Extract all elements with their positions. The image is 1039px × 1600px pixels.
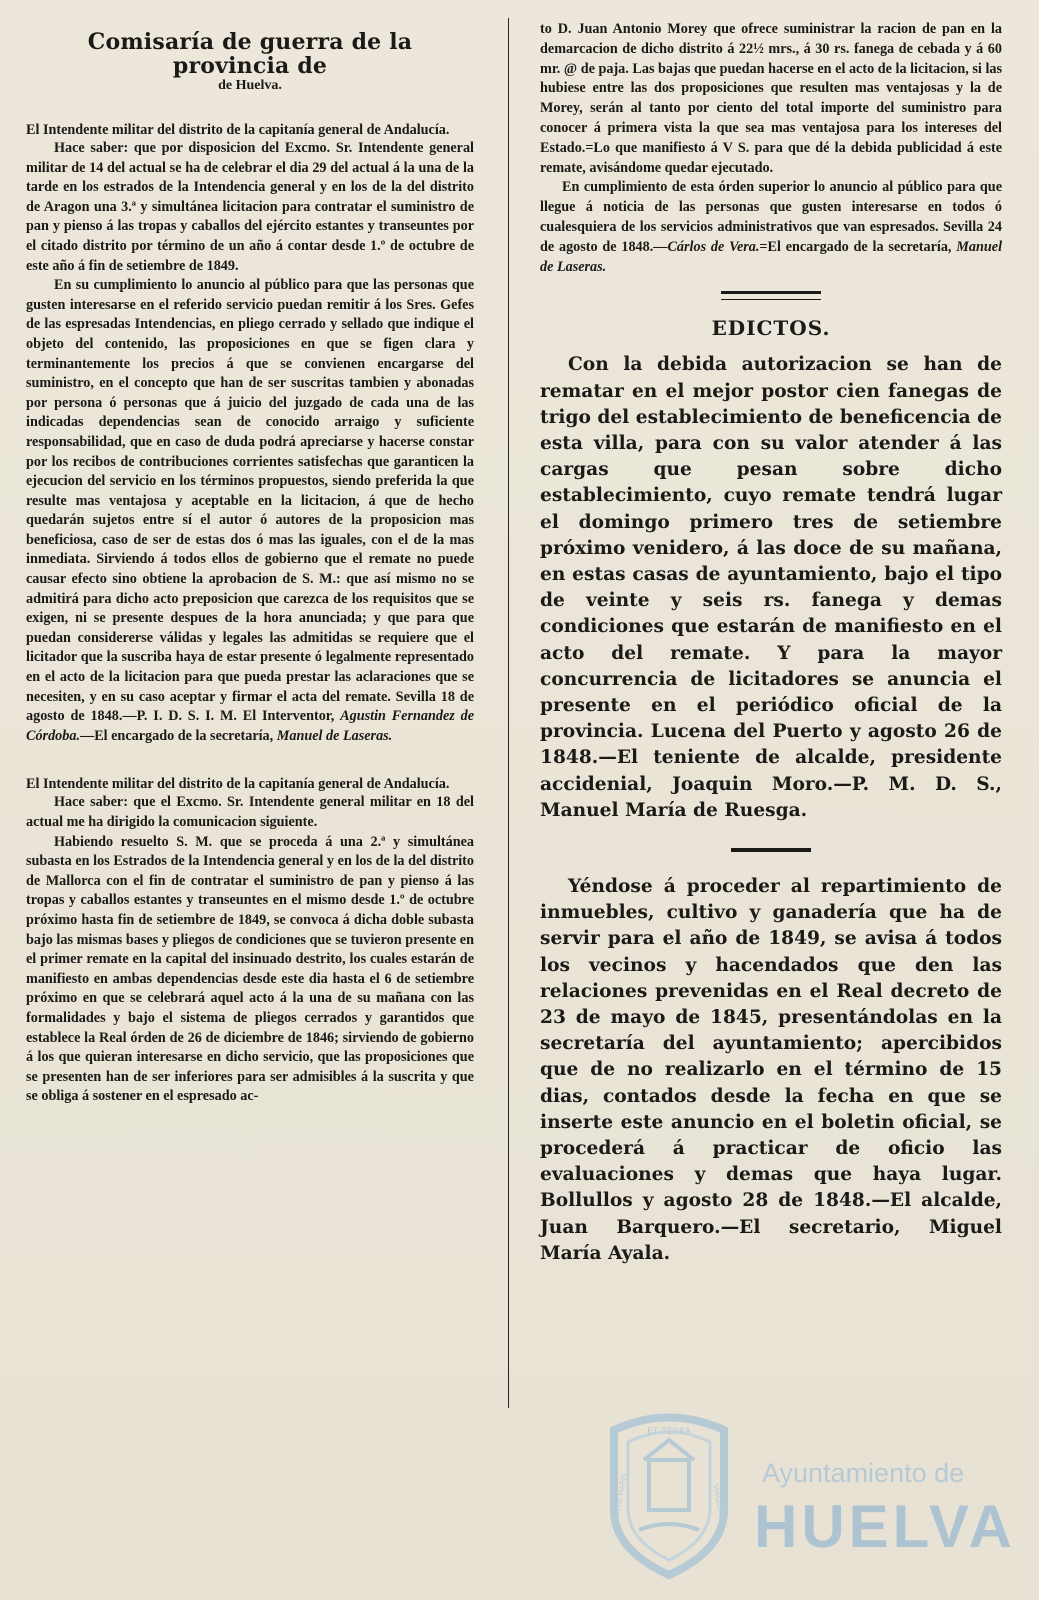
right-column: [540, 20, 1002, 1267]
edict-separator: [731, 848, 811, 852]
continued-signature-1: Cárlos de Vera.: [667, 238, 760, 255]
notice-1-signature-2: Manuel de Laseras.: [276, 727, 393, 744]
notice-1-paragraph-2: [26, 276, 474, 746]
section-separator: [721, 291, 821, 300]
notice-2-paragraph-1: Hace saber: que el Excmo. Sr. Intendente general militar en 18 del actual me ha dirigido la comunicacion siguiente.: [26, 794, 474, 830]
notice-2-heading: El Intendente militar del distrito de la capitanía general de Andalucía.: [26, 776, 450, 793]
edicts-section-title: EDICTOS.: [711, 316, 831, 341]
continued-signature-2: Manuel de Laseras.: [540, 238, 1003, 275]
notice-2-paragraph-2: Habiendo resuelto S. M. que se proceda á una 2.ª y simultánea subasta en los Estrados de la Intendencia general y en los de la del distrito de Mallorca con el fin de contratar el suministro de pan y pienso á las tropas y caballos estantes y transeuntes en el mismo desde 1.º de octubre próximo hasta fin de setiembre de 1849, se convoca á dicha doble subasta bajo las mismas bases y pliegos de condiciones que se tuvieron presente en el primer remate en la capital del insinuado destrito, los cuales estarán de manifiesto en ambas dependencias desde este dia hasta el 6 de setiembre próximo en que se celebrará aquel acto á la una de su mañana con las formalidades y bajo el sistema de pliegos cerrados y garantidos que establece la Real órden de 26 de diciembre de 1846; sirviendo de gobierno á los que quieran interesarse en dicho servicio, que las proposiciones que se presenten han de ser inferiores para ser admisibles á la suscrita y que se obliga á sostener en el espresado ac-: [26, 833, 474, 1105]
column-divider: [508, 18, 509, 1408]
continued-paragraph-2: [540, 178, 1002, 277]
continued-paragraph-1: to D. Juan Antonio Morey que ofrece suministrar la racion de pan en la demarcacion de dicho distrito á 22½ mrs., á 30 rs. fanega de cebada y á 60 mr. @ de paja. Las bajas que puedan hacerse en el acto de la licitacion, si las hubiese entre las dos proposiciones que resulten mas ventajosas y la de Morey, serán al tanto por ciento del total importe del suministro para conocer á primera vista la que sea mas ventajosa para los intereses del Estado.=Lo que manifiesto á V S. para que dé la debida publicidad á este remate, avisándome quedar ejecutado.: [540, 21, 1002, 176]
notice-1-signature-1: Agustin Fernandez de Córdoba.: [26, 708, 475, 744]
left-column: [26, 22, 474, 1107]
watermark-line-1: Ayuntamiento de: [762, 1458, 965, 1488]
notice-1-body: En su cumplimiento lo anuncio al público para que las personas que gusten interesarse en el referido servicio puedan remitir á los Sres. Gefes de las espresadas Intendencias, en pliego cerrado y sellado que indique el objeto del contenido, las proposiciones en que se figen clara y terminantemente los precios á que se convienen encargarse del suministro, en el concepto que han de ser suscritas tambien y abonadas por persona ó personas que á juicio del juzgado de cada una de las indicadas dependencias sean de conocido arraigo y suficiente responsabilidad, que en caso de duda podrá apreciarse y hacerse constar por los recibos de contribuciones corrientes satisfechas que garanticen la ejecucion del servicio en los términos propuestos, siendo preferida la que resulte mas ventajosa y aceptable en la licitacion, á que de hecho quedarán sujetos entre sí el autor ó autores de la proposicion mas beneficiosa, caso de ser de estas dos ó mas las iguales, con el de la mas inmediata. Sirviendo á todos ellos de gobierno que el remate no puede causar efecto sino obtiene la aprobacion de S. M.: que así mismo no se admitirá para dicho acto preposicion que carezca de los requisitos que se exigen, ni se presente despues de la hora anunciada; y que para que puedan considererse válidas y legales las admitidas se requiere que el licitador que la suscriba haya de estar presente ó legalmente representado en el acto de la licitacion para que pueda prestar las aclaraciones que se necesiten, y en su caso aceptar y firmar el acta del remate. Sevilla 18 de agosto de 1848.—P. I. D. S. I. M. El Interventor,: [26, 277, 474, 725]
seal-text-left: PORTUS MARIS: [611, 1473, 629, 1527]
notice-1: [26, 122, 474, 746]
notice-1-heading: El Intendente militar del distrito de la capitanía general de Andalucía.: [26, 122, 450, 138]
page-subtitle: de Huelva.: [218, 78, 282, 93]
watermark: [594, 1400, 1014, 1590]
notice-2: [26, 776, 474, 1107]
seal-text-right: VIAGIUM: [711, 1484, 725, 1516]
spacer: [26, 746, 474, 776]
notice-1-paragraph-1: Hace saber: que por disposicion del Excmo. Sr. Intendente general militar de 14 del actual se ha de celebrar el dia 29 del actual á la una de la tarde en los estrados de la Intendencia general y en los de la del distrito de Aragon una 3.ª y simultánea licitacion para contratar el suministro de pan y pienso á las tropas y caballos del ejército estantes y transeuntes por el citado distrito por término de un año á contar desde 1.º de octubre de este año á fin de setiembre de 1849.: [26, 140, 474, 274]
edict-1: Con la debida autorizacion se han de rematar en el mejor postor cien fanegas de trigo del establecimiento de beneficencia de esta villa, para con su valor atender á las cargas que pesan sobre dicho establecimiento, cuyo remate tendrá lugar el domingo primero tres de setiembre próximo venidero, á las doce de su mañana, en estas casas de ayuntamiento, bajo el tipo de veinte y seis rs. fanega y demas condiciones que estarán de manifiesto en el acto del remate. Y para la mayor concurrencia de licitadores se anuncia el presente en el periódico oficial de la provincia. Lucena del Puerto y agosto 26 de 1848.—El teniente de alcalde, presidente accidenial, Joaquin Moro.—P. M. D. S., Manuel María de Ruesga.: [540, 354, 1002, 821]
continued-sig-connector: =El encargado de la secretaría,: [759, 238, 952, 255]
page-title: Comisaría de guerra de la provincia de: [87, 29, 413, 79]
edict-2: Yéndose á proceder al repartimiento de inmuebles, cultivo y ganadería que ha de servir para el año de 1849, se avisa á todos los vecinos y hacendados que den las relaciones prevenidas en el Real decreto de 23 de mayo de 1845, presentándolas en la secretaría del ayuntamiento; apercibidos que de no realizarlo en el término de 15 dias, contados desde la fecha en que se inserte este anuncio en el boletin oficial, se procederá á practicar de oficio las evaluaciones y demas que haya lugar. Bollullos y agosto 28 de 1848.—El alcalde, Juan Barquero.—El secretario, Miguel María Ayala.: [540, 876, 1002, 1264]
seal-text-top: ET TERRA: [647, 1427, 691, 1437]
continued-body: En cumplimiento de esta órden superior lo anuncio al público para que llegue á noticia de las personas que gusten interesarse en todos ó cualesquiera de los servicios administrativos que van espresados. Sevilla 24 de agosto de 1848.—: [540, 179, 1002, 255]
notice-1-sig-connector: —El encargado de la secretaría,: [80, 727, 274, 744]
watermark-line-2: HUELVA: [754, 1493, 1016, 1560]
city-seal-icon: [594, 1400, 744, 1580]
